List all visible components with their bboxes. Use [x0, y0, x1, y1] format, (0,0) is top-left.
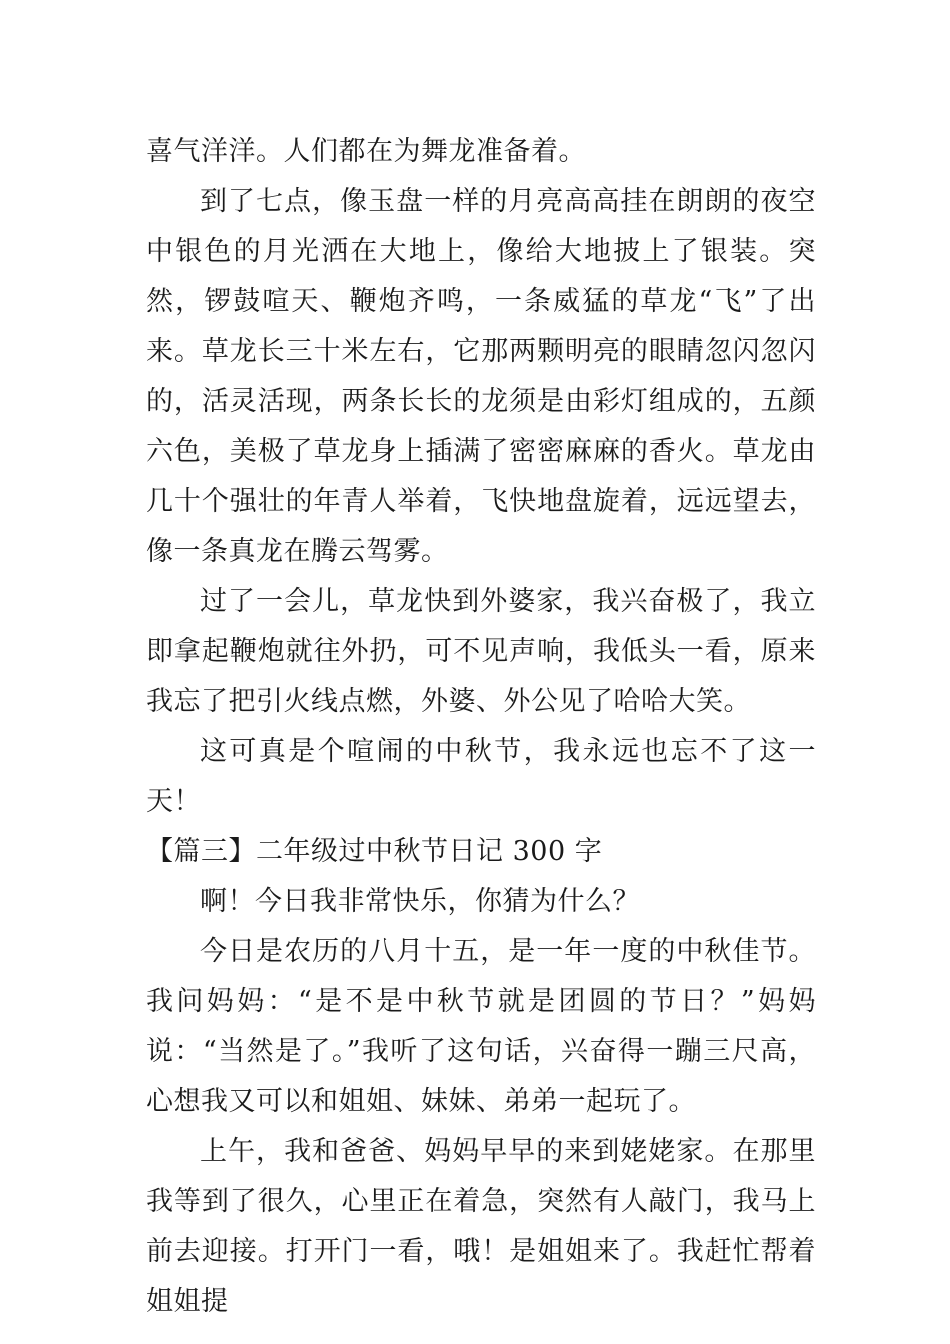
paragraph-mid-autumn-day: 今日是农历的八月十五，是一年一度的中秋佳节。我问妈妈：“是不是中秋节就是团圆的节日？”妈妈说：“当然是了。”我听了这句话，兴奋得一蹦三尺高，心想我又可以和姐姐、妹妹、弟弟一起玩了。 [146, 936, 816, 1117]
section-heading: 【篇三】二年级过中秋节日记 300 字 [146, 836, 603, 867]
paragraph-dragon-dance: 到了七点，像玉盘一样的月亮高高挂在朗朗的夜空中银色的月光洒在大地上，像给大地披上了银装。突然，锣鼓喧天、鞭炮齐鸣，一条威猛的草龙“飞”了出来。草龙长三十米左右，它那两颗明亮的眼睛忽闪忽闪的，活灵活现，两条长长的龙须是由彩灯组成的，五颜六色，美极了草龙身上插满了密密麻麻的香火。草龙由几十个强壮的年青人举着，飞快地盘旋着，远远望去，像一条真龙在腾云驾雾。 [146, 186, 816, 567]
paragraph-firecrackers: 过了一会儿，草龙快到外婆家，我兴奋极了，我立即拿起鞭炮就往外扔，可不见声响，我低头一看，原来我忘了把引火线点燃，外婆、外公见了哈哈大笑。 [146, 586, 816, 717]
paragraph-grandma-visit: 上午，我和爸爸、妈妈早早的来到姥姥家。在那里我等到了很久，心里正在着急，突然有人敲门，我马上前去迎接。打开门一看，哦！是姐姐来了。我赶忙帮着姐姐提 [146, 1136, 816, 1317]
paragraph-conclusion: 这可真是个喧闹的中秋节，我永远也忘不了这一天！ [146, 736, 816, 817]
paragraph-opening-question: 啊！今日我非常快乐，你猜为什么？ [200, 886, 640, 917]
document-body [146, 127, 816, 1327]
paragraph-continuation: 喜气洋洋。人们都在为舞龙准备着。 [146, 136, 586, 167]
